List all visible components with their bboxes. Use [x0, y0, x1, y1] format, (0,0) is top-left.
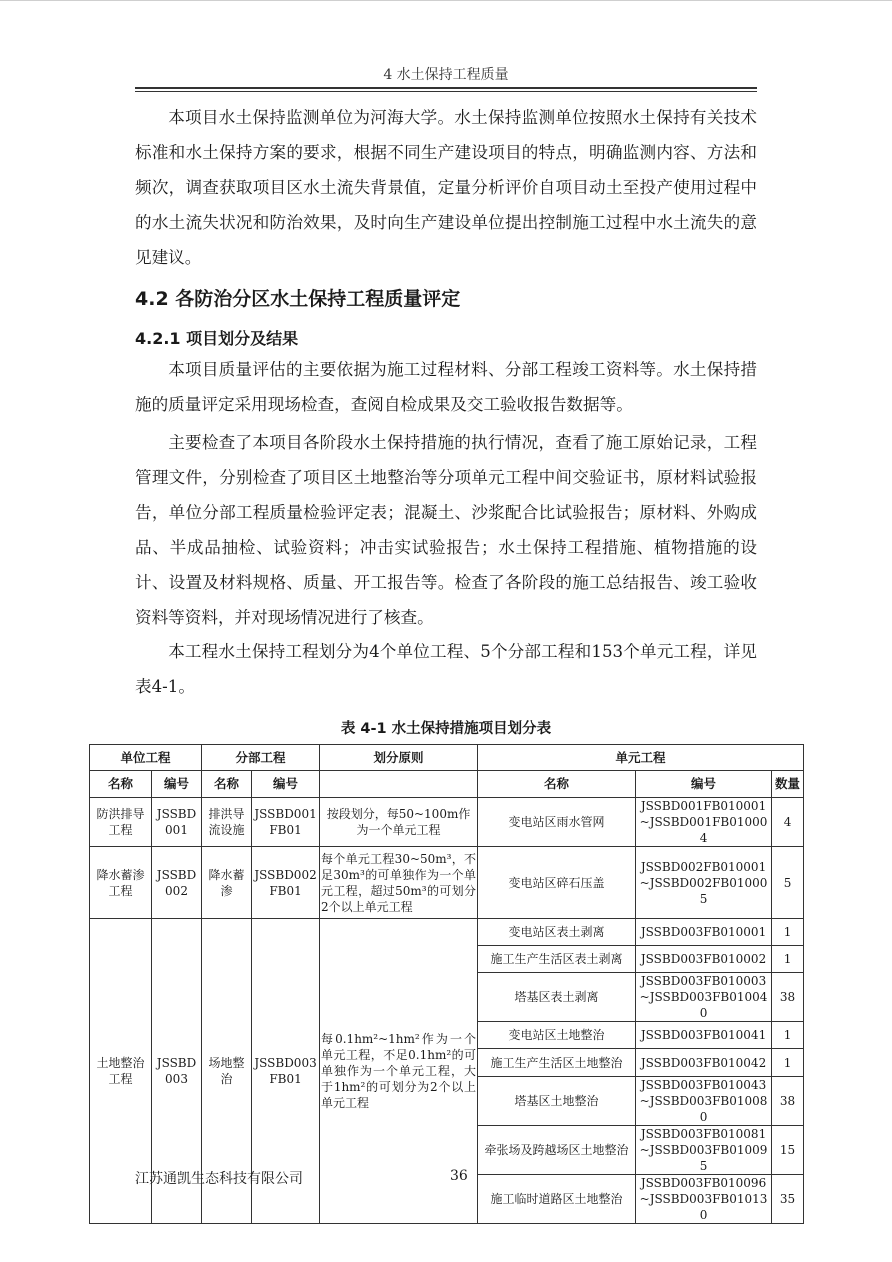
element-name-cell: 施工临时道路区土地整治 [478, 1175, 636, 1224]
element-name-cell: 变电站区碎石压盖 [478, 847, 636, 919]
element-code-cell: JSSBD003FB010043~JSSBD003FB010080 [636, 1077, 772, 1126]
unit-code-cell: JSSBD001 [152, 798, 202, 847]
element-count-cell: 15 [772, 1126, 804, 1175]
element-count-cell: 1 [772, 919, 804, 946]
project-division-table [89, 744, 804, 1224]
paragraph-text: 主要检查了本项目各阶段水土保持措施的执行情况，查看了施工原始记录，工程管理文件，分别检查了项目区土地整治等分项单元工程中间交验证书，原材料试验报告，单位分部工程质量检验评定表；混凝土、沙浆配合比试验报告；原材料、外购成品、半成品抽检、试验资料；冲击实试验报告；水土保持工程措施、植物措施的设计、设置及材料规格、质量、开工报告等。检查了各阶段的施工总结报告、竣工验收资料等资料，并对现场情况进行了核查。 [135, 433, 757, 627]
principle-cell: 按段划分，每50~100m作为一个单元工程 [320, 798, 478, 847]
element-name-cell: 变电站区土地整治 [478, 1022, 636, 1049]
element-name-cell: 塔基区土地整治 [478, 1077, 636, 1126]
header-unit-name: 名称 [90, 771, 152, 798]
header-principle: 划分原则 [320, 745, 478, 771]
element-name-cell: 施工生产生活区土地整治 [478, 1049, 636, 1077]
table-row [90, 798, 804, 847]
paragraph-basis [135, 352, 757, 422]
unit-name-cell: 防洪排导工程 [90, 798, 152, 847]
paragraph-text: 本工程水土保持工程划分为4个单位工程、5个分部工程和153个单元工程，详见表4-1。 [135, 642, 757, 696]
element-code-cell: JSSBD003FB010081~JSSBD003FB010095 [636, 1126, 772, 1175]
division-name-cell: 降水蓄渗 [202, 847, 252, 919]
unit-name-cell: 降水蓄渗工程 [90, 847, 152, 919]
division-name-cell: 排洪导流设施 [202, 798, 252, 847]
element-code-cell: JSSBD003FB010001 [636, 919, 772, 946]
page-top-edge [0, 0, 892, 1]
element-count-cell: 1 [772, 1049, 804, 1077]
division-code-cell: JSSBD002FB01 [252, 847, 320, 919]
element-name-cell: 牵张场及跨越场区土地整治 [478, 1126, 636, 1175]
element-code-cell: JSSBD003FB010002 [636, 946, 772, 973]
element-code-cell: JSSBD003FB010042 [636, 1049, 772, 1077]
header-el-code: 编号 [636, 771, 772, 798]
element-count-cell: 5 [772, 847, 804, 919]
header-el-name: 名称 [478, 771, 636, 798]
table-title: 表 4-1 水土保持措施项目划分表 [340, 721, 552, 737]
subsection-heading: 4.2.1 项目划分及结果 [135, 329, 299, 348]
element-name-cell: 变电站区表土剥离 [478, 919, 636, 946]
principle-cell: 每个单元工程30~50m³，不足30m³的可单独作为一个单元工程，超过50m³的可划分2个以上单元工程 [320, 847, 478, 919]
unit-code-cell: JSSBD002 [152, 847, 202, 919]
element-count-cell: 38 [772, 1077, 804, 1126]
section-heading: 4.2 各防治分区水土保持工程质量评定 [135, 288, 461, 310]
table-row [90, 847, 804, 919]
header-unit: 单位工程 [90, 745, 202, 771]
header-division: 分部工程 [202, 745, 320, 771]
paragraph-monitoring [135, 100, 757, 275]
header-rule [135, 87, 757, 89]
element-name-cell: 变电站区雨水管网 [478, 798, 636, 847]
element-code-cell: JSSBD003FB010041 [636, 1022, 772, 1049]
paragraph-inspection [135, 425, 757, 635]
element-code-cell: JSSBD003FB010096~JSSBD003FB010130 [636, 1175, 772, 1224]
element-name-cell: 施工生产生活区表土剥离 [478, 946, 636, 973]
header-rule-thin [135, 91, 757, 92]
paragraph-division [135, 634, 757, 704]
table-row [90, 919, 804, 946]
division-code-cell: JSSBD001FB01 [252, 798, 320, 847]
header-element: 单元工程 [478, 745, 804, 771]
element-count-cell: 1 [772, 1022, 804, 1049]
element-name-cell: 塔基区表土剥离 [478, 973, 636, 1022]
page-number: 36 [450, 1168, 468, 1184]
element-code-cell: JSSBD003FB010003~JSSBD003FB010040 [636, 973, 772, 1022]
division-code-cell: JSSBD003FB01 [252, 919, 320, 1224]
table-sub-header-row [90, 771, 804, 798]
element-code-cell: JSSBD001FB010001~JSSBD001FB010004 [636, 798, 772, 847]
running-header: 4 水土保持工程质量 [383, 67, 509, 83]
header-div-code: 编号 [252, 771, 320, 798]
header-div-name: 名称 [202, 771, 252, 798]
element-count-cell: 35 [772, 1175, 804, 1224]
footer-company: 江苏通凯生态科技有限公司 [135, 1171, 303, 1187]
division-name-cell: 场地整治 [202, 919, 252, 1224]
principle-cell: 每0.1hm²~1hm²作为一个单元工程，不足0.1hm²的可单独作为一个单元工程，大于1hm²的可划分为2个以上单元工程 [320, 919, 478, 1224]
header-principle-blank [320, 771, 478, 798]
header-unit-code: 编号 [152, 771, 202, 798]
header-el-count: 数量 [772, 771, 804, 798]
unit-code-cell: JSSBD003 [152, 919, 202, 1224]
paragraph-text: 本项目水土保持监测单位为河海大学。水土保持监测单位按照水土保持有关技术标准和水土保持方案的要求，根据不同生产建设项目的特点，明确监测内容、方法和频次，调查获取项目区水土流失背景值，定量分析评价自项目动土至投产使用过程中的水土流失状况和防治效果，及时向生产建设单位提出控制施工过程中水土流失的意见建议。 [135, 108, 757, 267]
unit-name-cell: 土地整治工程 [90, 919, 152, 1224]
table-group-header-row [90, 745, 804, 771]
element-count-cell: 38 [772, 973, 804, 1022]
element-count-cell: 1 [772, 946, 804, 973]
element-count-cell: 4 [772, 798, 804, 847]
element-code-cell: JSSBD002FB010001~JSSBD002FB010005 [636, 847, 772, 919]
paragraph-text: 本项目质量评估的主要依据为施工过程材料、分部工程竣工资料等。水土保持措施的质量评定采用现场检查，查阅自检成果及交工验收报告数据等。 [135, 360, 757, 414]
